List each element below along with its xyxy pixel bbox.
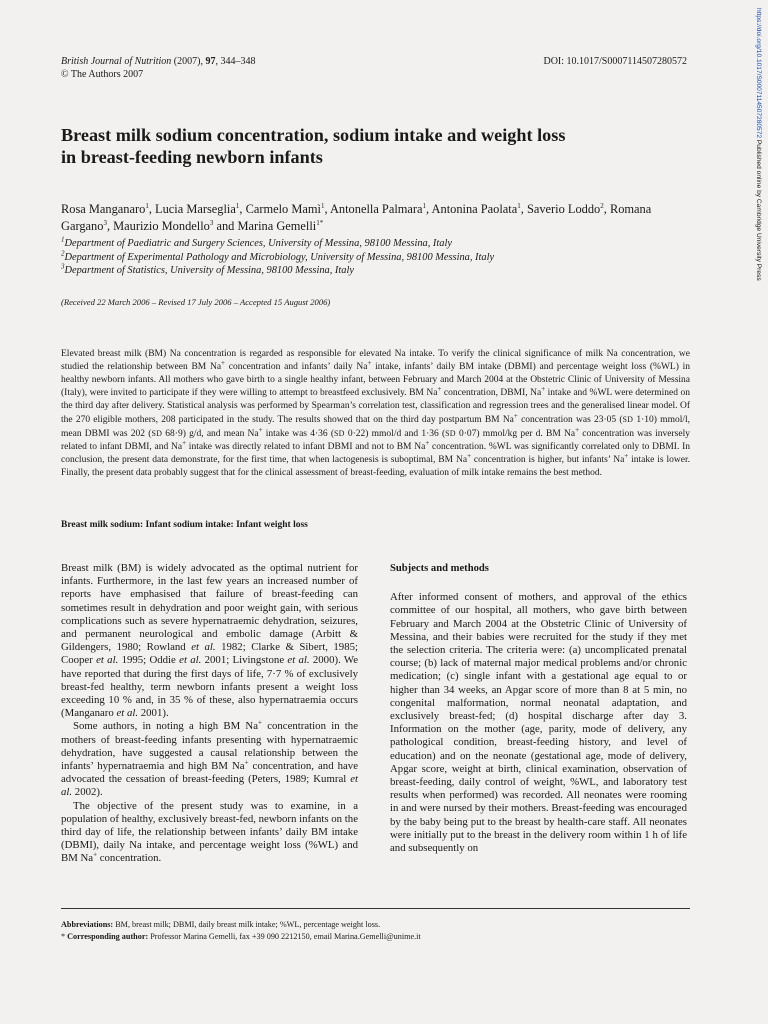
affiliation-3 (61, 264, 681, 278)
author-affiliation-mark: 3 (103, 218, 107, 227)
abstract: Elevated breast milk (BM) Na concentration is regarded as responsible for elevated Na intake. To verify the clinical significance of milk Na concentration, we studied the relationship between BM Na+ concentration and infants’ daily Na+ intake, infants’ daily BM intake (DBMI) and percentage weight loss (%WL) in healthy newborn infants. All mothers who gave birth to a single healthy infant, between February and March 2004 at the Obstetric Clinic of University of Messina (Italy), were invited to participate if they were willing to attempt to breastfeed exclusively. BM Na+ concentration, DBMI, Na+ intake and %WL were determined on the third day after delivery. Statistical analysis was performed by Spearman’s correlation test, classification and regression trees and the generalised linear model. Of the 270 eligible mothers, 208 participated in the study. The results showed that on the third day postpartum BM Na+ concentration was 23·05 (SD 1·10) mmol/l, mean DBMI was 202 (SD 68·9) g/d, and mean Na+ intake was 4·36 (SD 0·22) mmol/d and 1·36 (SD 0·07) mmol/kg per d. BM Na+ concentration was inversely related to infant DBMI, and Na+ intake was directly related to infant DBMI and not to BM Na+ concentration. %WL was significantly correlated only to DBMI. In conclusion, the present data demonstrate, for the first time, that when lactogenesis is suboptimal, BM Na+ concentration is higher, but infants’ Na+ intake is lower. Finally, the present data probably suggest that for the clinical assessment of breast-feeding, evaluation of milk intake remains the best method. (61, 349, 691, 478)
journal-volume: 97 (205, 56, 216, 67)
body-right-column (390, 562, 687, 855)
author-separator: , (603, 202, 610, 216)
author-name: Saverio Loddo (526, 202, 601, 216)
journal-citation (61, 55, 255, 81)
section-heading: Subjects and methods (390, 563, 489, 574)
author-name: Rosa Manganaro (61, 202, 146, 216)
intro-paragraph-2: Some authors, in noting a high BM Na+ concentration in the mothers of breast-feeding infants presenting with hypernatraemic dehydration, have suggested a causal relationship between the infants’ hypernatraemia and high BM Na+ concentration, and have advocated the cessation of breast-feeding (Peters, 1989; Kumral et al. 2002). (61, 718, 359, 799)
intro-paragraph-1: Breast milk (BM) is widely advocated as the optimal nutrient for infants. Furthermore, in the last few years an increased number of reports have emphasised that failure of breast-feeding can sometimes result in dehydration and poor weight gain, with serious complications such as severe hypernatraemic dehydration, seizures, and permanent neurological and embolic damage (Arbitt & Gildengers, 1980; Rowland et al. 1982; Clarke & Sibert, 1985; Cooper et al. 1995; Oddie et al. 2001; Livingstone et al. 2000). We have reported that during the first days of life, 7·7 % of exclusively breast-fed healthy, term newborn infants present a weight loss exceeding 10 % and, in 35 % of these, also hypernatraemia occurs (Manganaro et al. 2001). (61, 562, 359, 720)
journal-year: (2007), (171, 56, 206, 67)
intro-paragraph-3: The objective of the present study was to examine, in a population of healthy, exclusively breast-fed, newborn infants on the third day of life, the relationship between infants’ daily BM intake (DBMI), daily Na intake, and percentage weight loss (%WL) and BM Na+ concentration. (61, 799, 358, 865)
affiliation-1 (61, 237, 681, 251)
author-separator: , (239, 202, 246, 216)
abbreviations-footnote: Abbreviations: BM, breast milk; DBMI, daily breast milk intake; %WL, percentage weight loss. (61, 920, 381, 929)
title-line-1: Breast milk sodium concentration, sodium intake and weight loss (61, 125, 566, 145)
author-separator: and (213, 219, 238, 233)
author-affiliation-mark: 1 (320, 201, 325, 210)
methods-paragraph-1: After informed consent of mothers, and approval of the ethics committee of our hospital, all mothers, who gave birth between February and March 2004 at the Obstetric Clinic of University of Messina, and their babies were recruited for the study if they met the selection criteria. The criteria were: (a) uncomplicated prenatal course; (b) lack of maternal major medical problems and/or chronic medication; (c) single infant with a gestational age equal to or higher than 34 weeks, an Apgar score of more than 8 at 5 min, no congenital malformation, normal neonatal adaptation, and exclusively breast-fed; (d) hospital discharge after day 3. Information on the mother (age, parity, mode of delivery, any pathological condition, breast-feeding history, and level of education) and on the neonate (gestational age, mode of delivery, Apgar score, weight at birth, clinical examination, observation of breast-feeding, daily control of weight, %WL, and laboratory test results when performed) was recorded. All neonates were rooming in and were nursed by their mothers. Breast-feeding was encouraged by the baby being put to the breast by health-care staff. All neonates were initially put to the breast in the delivery room within 1 h of life and subsequently on (390, 591, 687, 855)
side-doi-banner (751, 8, 765, 348)
author-affiliation-mark: 1 (145, 201, 149, 210)
author-affiliation-mark: 1 (235, 201, 240, 210)
author-affiliation-mark: 3 (209, 218, 214, 227)
footnotes (61, 919, 690, 943)
author-name: Antonina Paolata (431, 202, 518, 216)
affiliation-text: Department of Paediatric and Surgery Sciences, University of Messina, 98100 Messina, Italy (64, 238, 452, 249)
corresponding-author-footnote: * Corresponding author: Professor Marina Gemelli, fax +39 090 2212150, email Marina.Gemelli@unime.it (61, 932, 421, 941)
journal-line-1 (61, 55, 255, 68)
author-affiliation-mark: 1* (316, 218, 324, 227)
author-name: Maurizio Mondello (113, 219, 210, 233)
author-name: Romana Gargano (61, 202, 652, 233)
author-affiliation-mark: 1 (422, 201, 427, 210)
article-title (61, 124, 661, 168)
author-separator: , (520, 202, 527, 216)
affiliation-text: Department of Statistics, University of Messina, 98100 Messina, Italy (64, 265, 354, 276)
author-name: Marina Gemelli (237, 219, 317, 233)
author-separator: , (426, 202, 432, 216)
footnote-divider (61, 908, 690, 909)
author-separator: , (148, 202, 156, 216)
author-affiliation-mark: 1 (517, 201, 521, 210)
journal-pages: , 344–348 (215, 56, 256, 67)
affiliation-number: 3 (61, 262, 65, 271)
title-line-2: in breast-feeding newborn infants (61, 147, 323, 167)
affiliation-2 (61, 251, 681, 265)
author-separator: , (324, 202, 330, 216)
author-list (61, 201, 661, 235)
affiliation-text: Department of Experimental Pathology and Microbiology, University of Messina, 98100 Messina, Italy (64, 251, 495, 263)
side-publisher-note: Published online by Cambridge University Press (755, 138, 762, 281)
doi: DOI: 10.1017/S0007114507280572 (543, 56, 687, 67)
keywords: Breast milk sodium: Infant sodium intake: Infant weight loss (61, 520, 308, 530)
affiliation-number: 2 (61, 249, 65, 258)
author-separator: , (106, 219, 114, 233)
side-doi-link[interactable]: https://doi.org/10.1017/S0007114507280572 (755, 8, 762, 139)
affiliation-number: 1 (61, 235, 65, 244)
received-dates: (Received 22 March 2006 – Revised 17 July 2006 – Accepted 15 August 2006) (61, 297, 331, 307)
journal-name: British Journal of Nutrition (61, 56, 172, 67)
author-name: Antonella Palmara (329, 202, 423, 216)
body-left-column (61, 562, 358, 866)
author-name: Lucia Marseglia (155, 202, 236, 216)
author-affiliation-mark: 2 (600, 201, 604, 210)
copyright-line: © The Authors 2007 (61, 69, 144, 80)
affiliation-list (61, 237, 681, 278)
author-name: Carmelo Mamì (245, 202, 321, 216)
